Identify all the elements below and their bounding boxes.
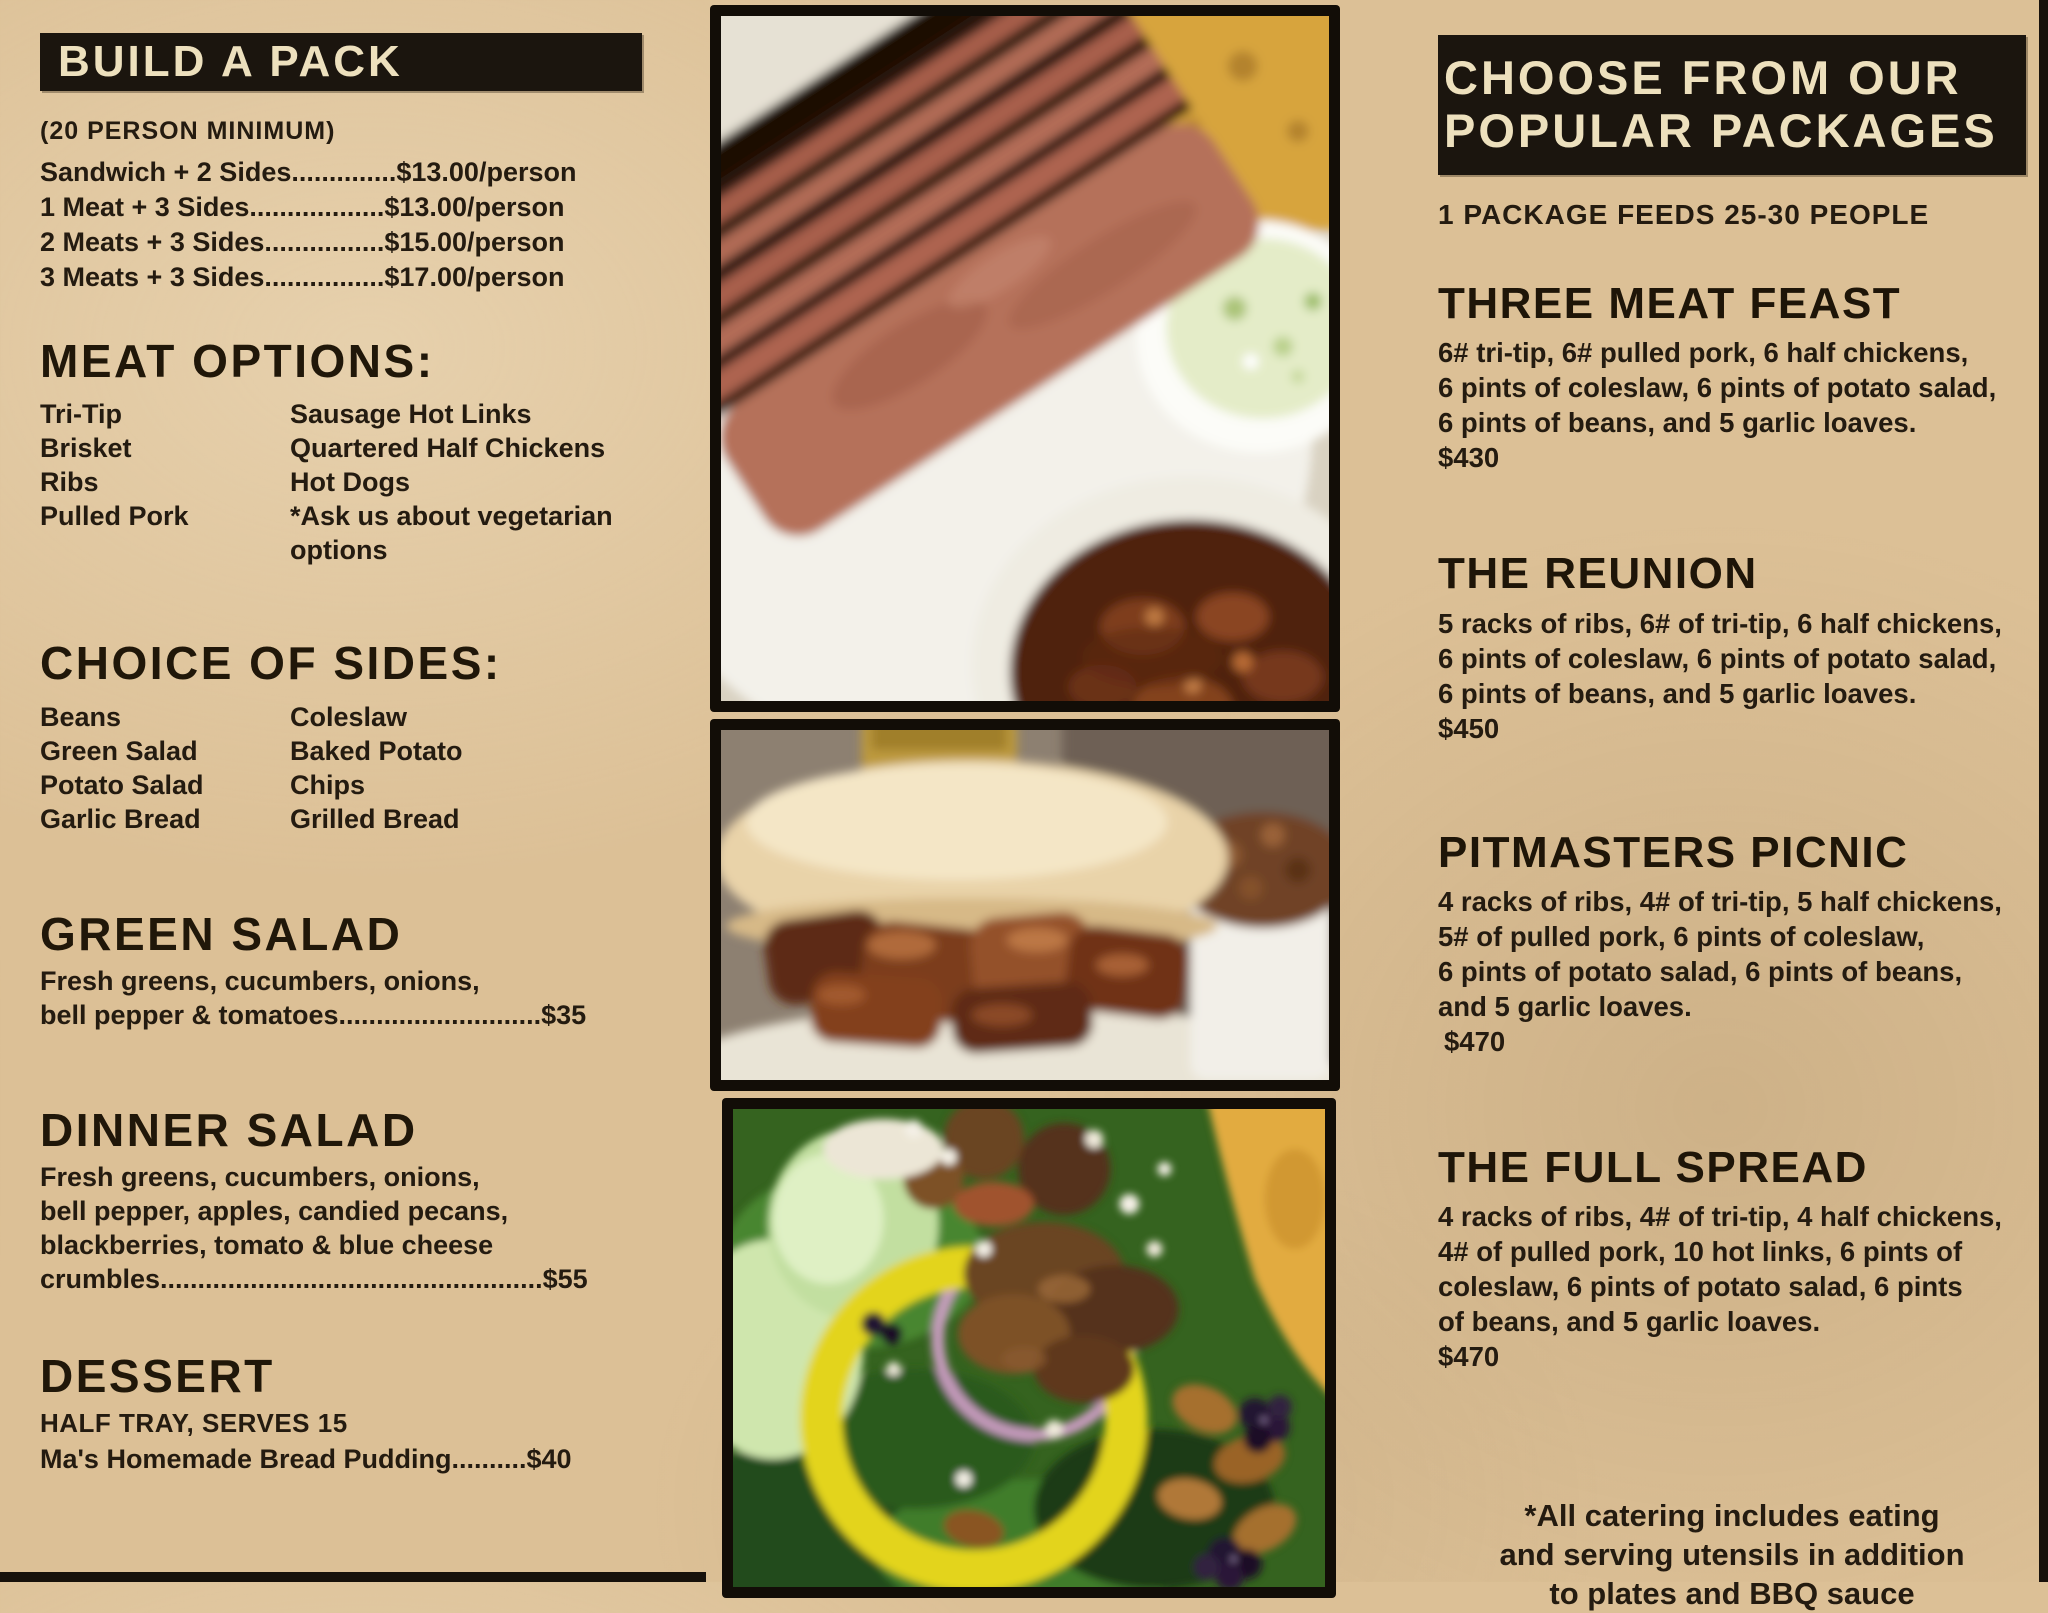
scan-edge-bottom [0, 1572, 706, 1582]
package-desc-line: 5# of pulled pork, 6 pints of coleslaw, [1438, 920, 1925, 952]
popular-packages-banner-line1: CHOOSE FROM OUR [1444, 51, 1962, 104]
green-salad-title: GREEN SALAD [40, 907, 403, 960]
meat-option: Sausage Hot Links [290, 399, 532, 430]
meat-option: Hot Dogs [290, 467, 410, 498]
pack-price-line: 1 Meat + 3 Sides..................$13.00/person [40, 192, 565, 222]
package-desc-line: 4 racks of ribs, 4# of tri-tip, 5 half chickens, [1438, 885, 2002, 917]
dinner-salad-line: blackberries, tomato & blue cheese [40, 1230, 494, 1261]
side-option: Potato Salad [40, 769, 204, 800]
brisket-plate-photo-image [721, 16, 1329, 701]
dessert-item: Ma's Homemade Bread Pudding..........$40 [40, 1444, 572, 1475]
meat-option: Pulled Pork [40, 501, 189, 532]
package-title: THE REUNION [1438, 549, 1758, 599]
package-desc-line: 6# tri-tip, 6# pulled pork, 6 half chickens, [1438, 337, 1969, 369]
package-the-reunion [1438, 551, 2026, 745]
pack-price-line: 3 Meats + 3 Sides................$17.00/person [40, 262, 565, 292]
dinner-salad-title: DINNER SALAD [40, 1103, 418, 1156]
package-price: $430 [1438, 442, 1500, 474]
person-minimum-note: (20 PERSON MINIMUM) [40, 117, 336, 145]
meat-options-list [40, 397, 642, 567]
package-description [1438, 884, 2026, 1059]
pack-price-list [40, 155, 642, 295]
popular-packages-column [1438, 0, 2026, 1613]
package-desc-line: 5 racks of ribs, 6# of tri-tip, 6 half chickens, [1438, 607, 2002, 639]
choice-of-sides-title: CHOICE OF SIDES: [40, 637, 502, 690]
side-option: Green Salad [40, 735, 198, 766]
green-salad-line: Fresh greens, cucumbers, onions, [40, 965, 480, 996]
side-option: Baked Potato [290, 735, 463, 766]
meat-option: Tri-Tip [40, 399, 123, 430]
side-option: Coleslaw [290, 701, 408, 732]
dinner-salad-photo-image [733, 1109, 1325, 1587]
build-a-pack-column [40, 0, 642, 1475]
package-desc-line: 4 racks of ribs, 4# of tri-tip, 4 half chickens, [1438, 1200, 2002, 1232]
sides-list [40, 700, 642, 836]
side-option: Grilled Bread [290, 803, 460, 834]
footnote-line: to plates and BBQ sauce [1549, 1575, 1915, 1611]
package-desc-line: coleslaw, 6 pints of potato salad, 6 pints [1438, 1270, 1963, 1302]
dessert-subtitle: HALF TRAY, SERVES 15 [40, 1408, 348, 1439]
package-desc-line: 6 pints of beans, and 5 garlic loaves. [1438, 407, 1917, 439]
build-a-pack-banner-label: BUILD A PACK [58, 37, 403, 86]
dessert-title: DESSERT [40, 1350, 275, 1403]
package-the-full-spread [1438, 1142, 2026, 1374]
package-three-meat-feast [1438, 281, 2026, 475]
dinner-salad-line: crumbles...................................................$55 [40, 1264, 588, 1295]
package-description [1438, 1199, 2026, 1374]
package-desc-line: 6 pints of beans, and 5 garlic loaves. [1438, 677, 1917, 709]
package-pitmasters-picnic [1438, 827, 2026, 1059]
package-desc-line: and 5 garlic loaves. [1438, 990, 1692, 1022]
dinner-salad-line: Fresh greens, cucumbers, onions, [40, 1162, 480, 1193]
package-desc-line: 6 pints of coleslaw, 6 pints of potato salad, [1438, 642, 1997, 674]
pack-price-line: Sandwich + 2 Sides..............$13.00/person [40, 157, 577, 187]
package-feeds-note: 1 PACKAGE FEEDS 25-30 PEOPLE [1438, 199, 1930, 231]
bbq-sandwich-photo-image [721, 730, 1329, 1080]
side-option: Chips [290, 769, 366, 800]
package-description [1438, 606, 2026, 746]
green-salad-description [40, 964, 642, 1032]
package-title: THE FULL SPREAD [1438, 1142, 1868, 1192]
side-option: Garlic Bread [40, 803, 201, 834]
vegetarian-note: *Ask us about vegetarian options [290, 501, 613, 566]
pack-price-line: 2 Meats + 3 Sides................$15.00/person [40, 227, 565, 257]
package-desc-line: 6 pints of coleslaw, 6 pints of potato salad, [1438, 372, 1997, 404]
meat-option: Brisket [40, 433, 132, 464]
footnote-line: *All catering includes eating [1524, 1497, 1940, 1533]
package-price: $470 [1438, 1340, 1500, 1372]
package-price: $450 [1438, 712, 1500, 744]
dinner-salad-description [40, 1160, 642, 1296]
side-option: Beans [40, 701, 122, 732]
meat-option: Quartered Half Chickens [290, 433, 606, 464]
package-title: THREE MEAT FEAST [1438, 279, 1902, 329]
build-a-pack-banner [40, 33, 642, 91]
package-desc-line: 6 pints of potato salad, 6 pints of beans, [1438, 955, 1963, 987]
package-title: PITMASTERS PICNIC [1438, 827, 1909, 877]
scan-edge-right [2039, 0, 2048, 1582]
footnote-line: and serving utensils in addition [1499, 1536, 1965, 1572]
package-price: $470 [1444, 1025, 1506, 1057]
catering-includes-footnote [1438, 1496, 2026, 1613]
package-desc-line: 4# of pulled pork, 10 hot links, 6 pints of [1438, 1235, 1963, 1267]
brisket-plate-photo [710, 5, 1340, 712]
green-salad-line: bell pepper & tomatoes...........................$35 [40, 999, 587, 1030]
meat-options-title: MEAT OPTIONS: [40, 335, 435, 387]
bbq-sandwich-photo [710, 719, 1340, 1091]
package-description [1438, 335, 2026, 475]
meat-option: Ribs [40, 467, 99, 498]
package-desc-line: of beans, and 5 garlic loaves. [1438, 1305, 1821, 1337]
dinner-salad-photo [722, 1098, 1336, 1598]
popular-packages-banner-line2: POPULAR PACKAGES [1444, 104, 1998, 158]
popular-packages-banner [1438, 35, 2026, 175]
dinner-salad-line: bell pepper, apples, candied pecans, [40, 1196, 509, 1227]
